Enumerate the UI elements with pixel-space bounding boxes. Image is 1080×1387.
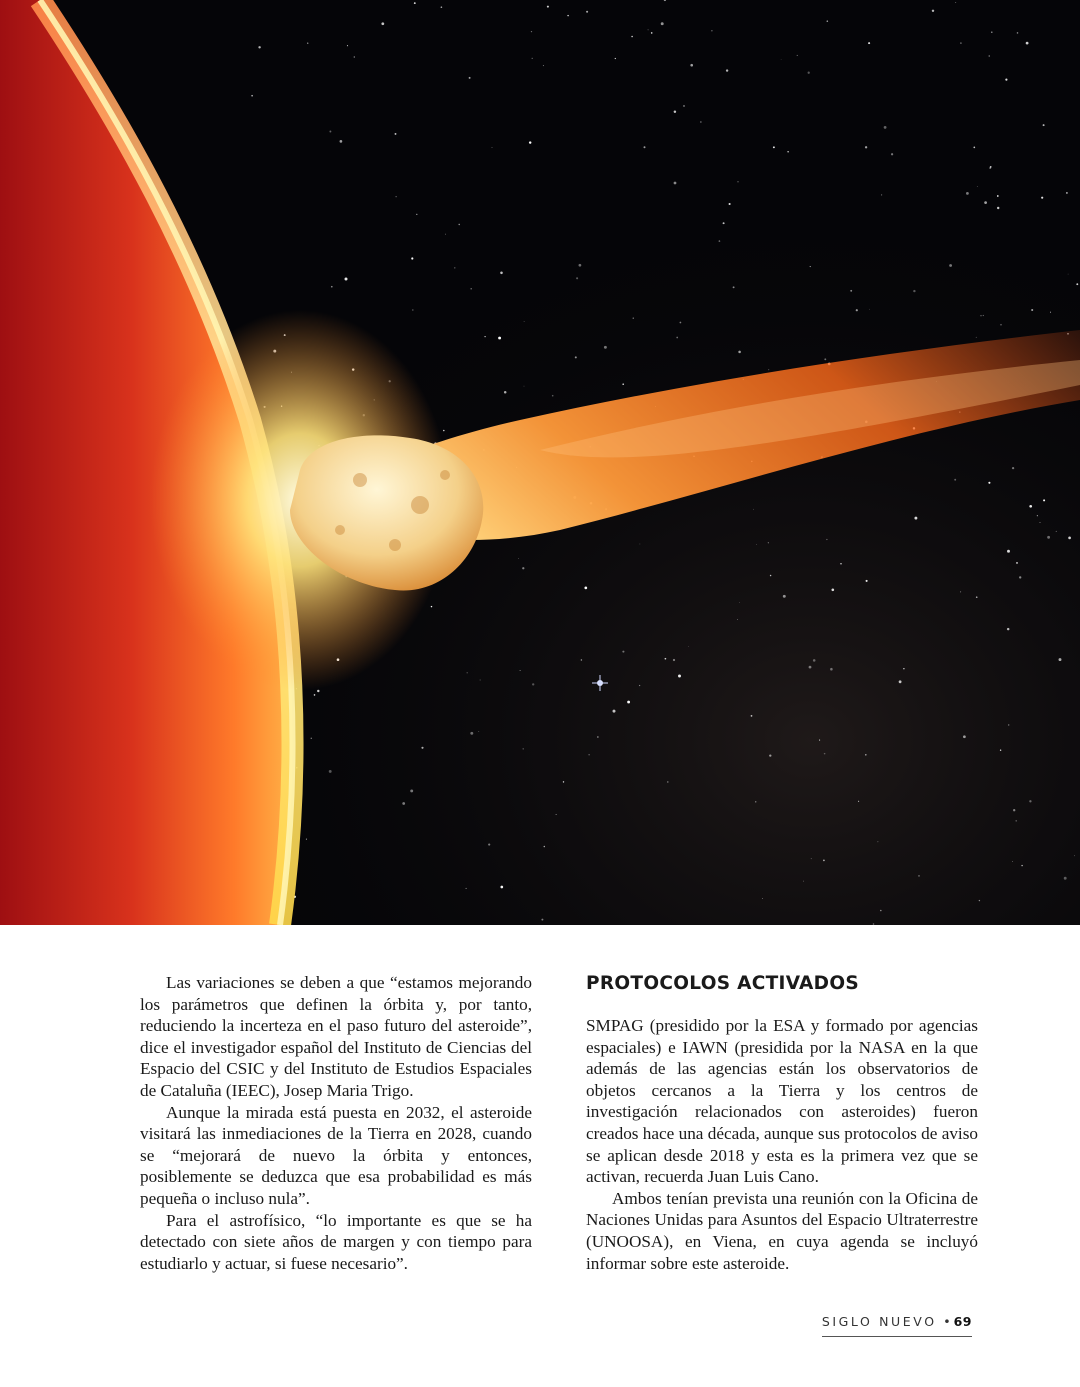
star	[1005, 79, 1007, 81]
star	[1021, 865, 1022, 866]
star	[532, 58, 533, 59]
paragraph: Aunque la mirada está puesta en 2032, el asteroide visitará las inmediaciones de la Tierra en 2028, cuando se “mejorará de nuevo la órbita y entonces, posiblemente se deduzca que esa probabilidad es más pequeña o incluso nula”.	[140, 1102, 532, 1208]
star	[1000, 750, 1001, 751]
star	[347, 45, 348, 46]
star	[1015, 820, 1016, 821]
star	[467, 673, 468, 674]
star	[891, 153, 893, 155]
star	[826, 539, 827, 540]
star	[329, 770, 332, 773]
star	[576, 277, 578, 279]
star	[311, 738, 312, 739]
star	[991, 31, 992, 32]
star	[997, 207, 999, 209]
star	[983, 315, 984, 316]
star	[877, 841, 878, 842]
star	[504, 391, 507, 394]
star	[1013, 809, 1015, 811]
star	[1008, 724, 1009, 725]
star	[613, 710, 616, 713]
paragraph: Las variaciones se deben a que “estamos mejorando los parámetros que definen la órbita y, por tanto, reduciendo la incerteza en el paso futuro del asteroide”, dice el investigador español del Instituto de Ciencias del Espacio del CSIC y del Instituto de Estudios Espaciales de Cataluña (IEEC), Josep Maria Trigo.	[140, 973, 532, 1100]
star	[768, 542, 769, 543]
star	[329, 131, 331, 133]
star	[640, 544, 641, 545]
star	[827, 20, 829, 22]
star	[976, 337, 977, 338]
star	[411, 257, 413, 259]
star	[478, 731, 479, 732]
star	[756, 544, 757, 545]
page-number: 69	[953, 1314, 972, 1329]
star	[865, 754, 867, 756]
star	[454, 267, 455, 268]
star	[674, 182, 677, 185]
star	[873, 923, 875, 925]
star	[402, 802, 405, 805]
star	[469, 77, 471, 79]
star	[412, 310, 413, 311]
star	[723, 222, 725, 224]
star	[523, 748, 524, 749]
star	[914, 517, 917, 520]
star	[639, 685, 640, 686]
star	[1066, 192, 1068, 194]
star	[674, 110, 676, 112]
star	[1064, 877, 1067, 880]
star	[903, 668, 904, 669]
star	[963, 735, 966, 738]
star	[809, 666, 812, 669]
star	[421, 747, 423, 749]
star	[597, 736, 598, 737]
star	[751, 715, 753, 717]
star	[813, 659, 816, 662]
star	[683, 105, 684, 106]
star	[977, 186, 978, 187]
star	[989, 55, 990, 56]
star	[556, 814, 557, 815]
star	[584, 587, 587, 590]
star	[532, 683, 534, 685]
star	[615, 58, 616, 59]
star	[579, 264, 582, 267]
star	[676, 337, 678, 339]
star	[331, 286, 333, 288]
star	[824, 753, 826, 755]
star	[492, 147, 493, 148]
star	[470, 732, 473, 735]
star	[810, 266, 811, 267]
star	[823, 860, 825, 862]
star	[762, 898, 763, 899]
star	[678, 675, 681, 678]
star	[340, 140, 343, 143]
star	[631, 36, 633, 38]
star	[314, 694, 316, 696]
article-left-column	[140, 972, 532, 1274]
star	[1037, 515, 1038, 516]
star	[1019, 576, 1021, 578]
star	[396, 196, 397, 197]
star	[458, 224, 459, 225]
star	[1000, 324, 1002, 326]
star	[1007, 628, 1009, 630]
star	[1068, 274, 1069, 275]
star	[973, 147, 975, 149]
star	[997, 195, 999, 197]
star	[688, 646, 689, 647]
star	[541, 919, 543, 921]
star	[622, 651, 624, 653]
star	[586, 11, 588, 13]
star	[726, 69, 728, 71]
star	[414, 2, 416, 4]
star	[1056, 531, 1057, 532]
star	[1076, 283, 1078, 285]
star	[258, 46, 260, 48]
star	[251, 95, 253, 97]
star	[673, 659, 675, 661]
star	[622, 383, 624, 385]
star	[667, 781, 668, 782]
star	[1029, 505, 1032, 508]
star	[1074, 855, 1075, 856]
star	[865, 146, 867, 148]
paragraph: SMPAG (presidido por la ESA y formado por agencias espaciales) e IAWN (presidida por la NASA en la que además de las agencias están los observatorios de objetos cercanos a la Tierra y los centros de investigación relacionados con asteroides) fueron creados hace una década, aunque sus protocolos de aviso se aplican desde 2018 y esta es la primera vez que se activan, recuerda Juan Luis Cano.	[586, 1016, 978, 1187]
section-heading: PROTOCOLOS ACTIVADOS	[586, 973, 859, 994]
star	[1016, 562, 1018, 564]
star	[1068, 537, 1071, 540]
star	[661, 22, 664, 25]
star	[737, 181, 738, 182]
star	[1007, 550, 1010, 553]
star	[866, 580, 868, 582]
star	[518, 558, 519, 559]
star	[445, 234, 446, 235]
star	[783, 595, 786, 598]
star	[803, 881, 804, 882]
star	[984, 201, 987, 204]
star	[567, 15, 568, 16]
star	[733, 286, 735, 288]
star	[768, 369, 769, 370]
star	[575, 356, 577, 358]
star	[552, 395, 554, 397]
paragraph: Ambos tenían prevista una reunión con la Oficina de Naciones Unidas para Asuntos del Espacio Ultraterrestre (UNOOSA), en Viena, en cuya agenda se incluyó informar sobre este asteroide.	[586, 1188, 978, 1273]
star	[830, 668, 833, 671]
star	[395, 133, 397, 135]
star	[769, 754, 771, 756]
star	[1041, 197, 1043, 199]
star	[884, 126, 887, 129]
star	[954, 479, 956, 481]
page-footer	[822, 1314, 972, 1337]
star	[500, 272, 503, 275]
star	[644, 146, 646, 148]
star	[840, 563, 841, 564]
star	[466, 888, 467, 889]
star	[547, 6, 549, 8]
star	[719, 240, 721, 242]
star	[955, 2, 956, 3]
star	[787, 151, 788, 152]
star	[773, 146, 775, 148]
star	[1059, 658, 1062, 661]
star	[831, 588, 834, 591]
star	[470, 288, 472, 290]
star	[850, 290, 852, 292]
star	[1012, 861, 1013, 862]
star	[797, 55, 798, 56]
star	[781, 59, 782, 60]
star	[988, 482, 990, 484]
star	[588, 754, 589, 755]
star	[869, 309, 870, 310]
star	[307, 43, 308, 44]
star	[524, 321, 525, 322]
star	[1043, 499, 1045, 501]
star	[932, 10, 934, 12]
star	[524, 386, 525, 387]
star	[604, 346, 607, 349]
star	[979, 900, 980, 901]
star	[981, 315, 982, 316]
star	[990, 166, 992, 168]
star	[416, 214, 417, 215]
star	[1043, 124, 1045, 126]
star	[1017, 32, 1019, 34]
star	[410, 789, 413, 792]
star	[651, 32, 653, 34]
star	[811, 858, 812, 859]
star	[819, 740, 820, 741]
star	[858, 801, 859, 802]
star	[976, 596, 978, 598]
star	[1047, 536, 1050, 539]
star	[738, 351, 741, 354]
star	[966, 192, 969, 195]
star	[711, 30, 712, 31]
star	[488, 844, 490, 846]
star	[354, 56, 355, 57]
star	[680, 322, 682, 324]
star	[918, 875, 920, 877]
star	[729, 203, 731, 205]
star	[563, 781, 564, 782]
star	[753, 509, 754, 510]
star	[544, 846, 546, 848]
star	[581, 659, 582, 660]
star	[443, 430, 445, 432]
star	[520, 670, 521, 671]
star	[529, 141, 531, 143]
star	[1050, 312, 1051, 313]
star	[737, 619, 738, 620]
star	[441, 6, 443, 8]
star	[770, 575, 772, 577]
star	[960, 42, 962, 44]
star	[949, 264, 952, 267]
star	[960, 591, 961, 592]
footer-separator: •	[943, 1314, 951, 1329]
star	[700, 121, 701, 122]
star	[431, 606, 432, 607]
star	[522, 567, 524, 569]
star	[1031, 309, 1033, 311]
star	[1012, 467, 1014, 469]
star	[1029, 800, 1031, 802]
star	[665, 658, 667, 660]
star	[1026, 42, 1029, 45]
star	[345, 278, 348, 281]
magazine-name: SIGLO NUEVO	[821, 1314, 937, 1329]
star	[543, 65, 544, 66]
star	[913, 290, 915, 292]
star	[381, 22, 384, 25]
star	[480, 680, 481, 681]
star	[498, 337, 501, 340]
star	[306, 839, 307, 840]
star	[739, 602, 740, 603]
star	[484, 336, 485, 337]
article-right-column	[586, 972, 978, 1274]
star	[881, 194, 882, 195]
star	[531, 31, 532, 32]
star	[690, 64, 693, 67]
star	[755, 801, 756, 802]
star	[868, 42, 870, 44]
star	[317, 690, 319, 692]
paragraph: Para el astrofísico, “lo importante es que se ha detectado con siete años de margen y con tiempo para estudiarlo y actuar, si fuese necesario”.	[140, 1210, 532, 1273]
star	[899, 680, 902, 683]
star	[856, 309, 858, 311]
star	[500, 886, 503, 889]
star	[824, 358, 826, 360]
star	[648, 29, 649, 30]
star	[633, 318, 634, 319]
star	[880, 910, 882, 912]
star	[808, 72, 810, 74]
star	[1040, 522, 1041, 523]
star	[627, 701, 630, 704]
